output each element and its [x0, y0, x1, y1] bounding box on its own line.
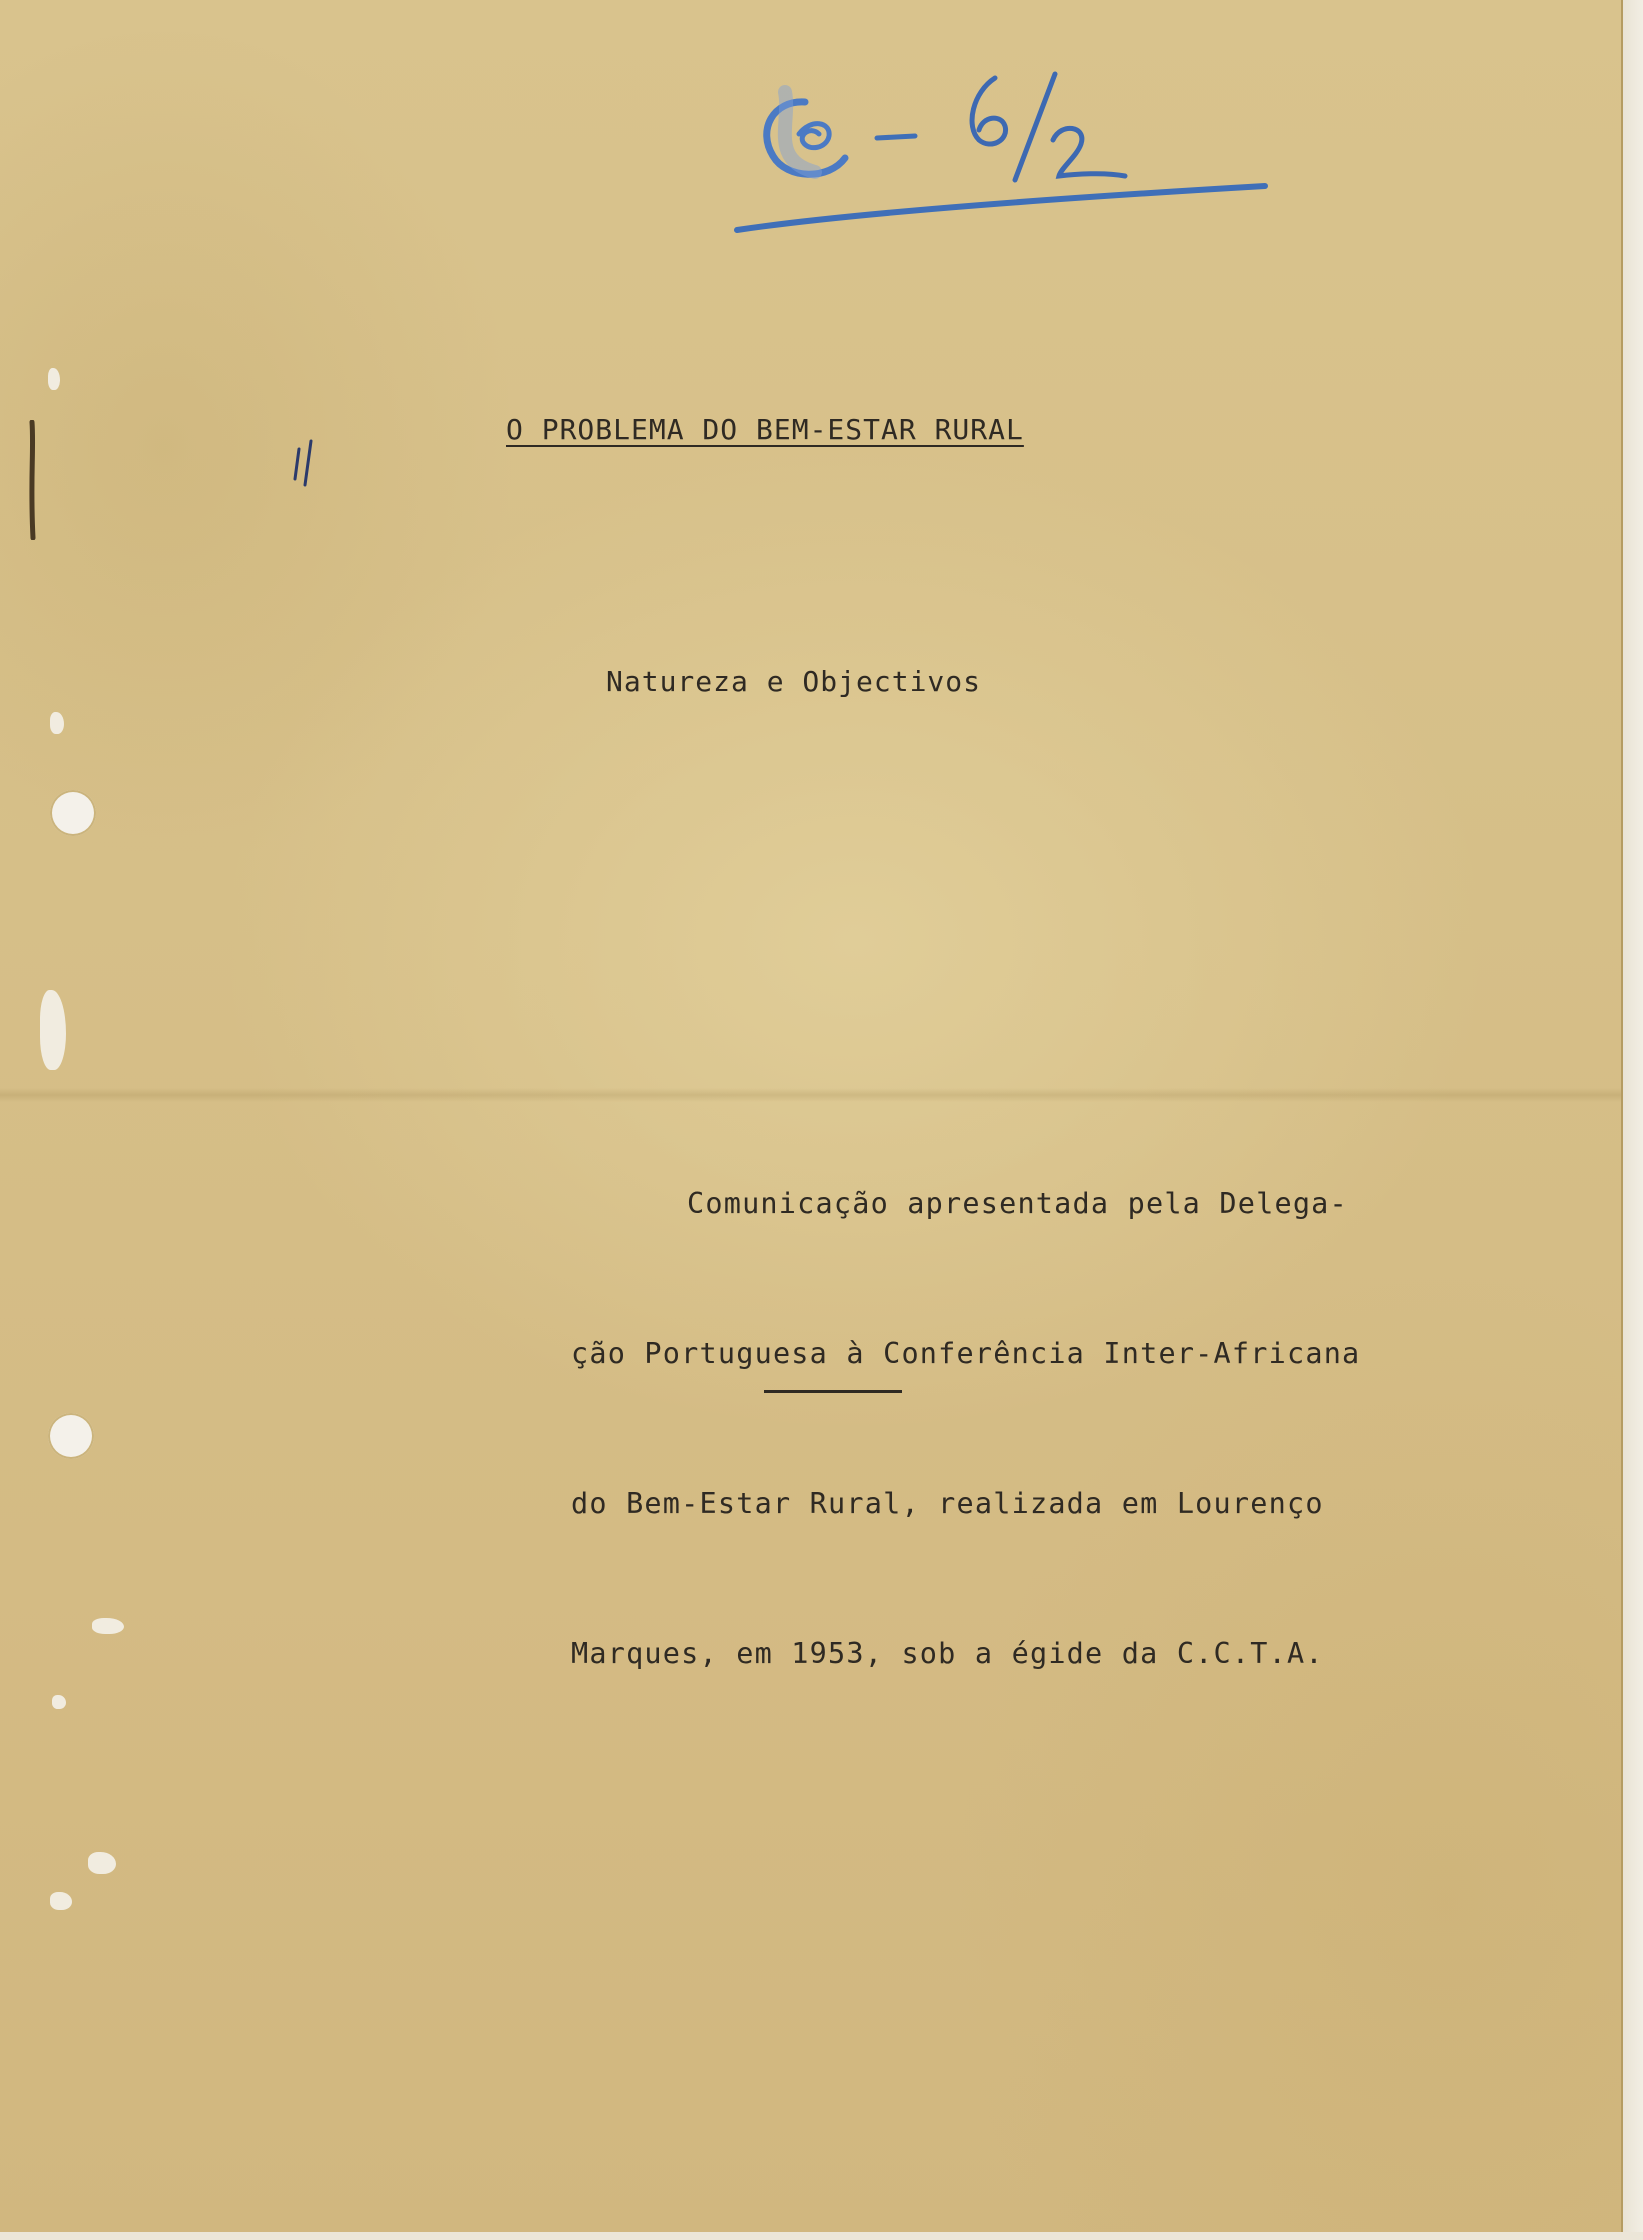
page-right-edge — [1621, 0, 1643, 2240]
body-line-4: Marques, em 1953, sob a égide da C.C.T.A. — [571, 1637, 1324, 1670]
binder-mark — [22, 420, 42, 540]
handwritten-annotation — [725, 30, 1285, 250]
torn-edge-mark — [48, 368, 60, 390]
document-title: O PROBLEMA DO BEM-ESTAR RURAL — [506, 413, 1024, 446]
body-line-2: ção Portuguesa à Conferência Inter-Africana — [571, 1337, 1361, 1370]
torn-edge-mark — [50, 712, 64, 734]
punch-hole-lower — [48, 1413, 94, 1459]
pen-tick-mark — [285, 435, 325, 495]
closing-rule — [764, 1390, 902, 1393]
body-line-3: do Bem-Estar Rural, realizada em Lourenço — [571, 1487, 1324, 1520]
torn-edge-mark — [40, 990, 66, 1070]
body-line-1: Comunicação apresentada pela Delega- — [687, 1187, 1348, 1220]
body-paragraph — [571, 1079, 1360, 1779]
document-subtitle: Natureza e Objectivos — [606, 665, 982, 698]
page-bottom-edge — [0, 2232, 1643, 2240]
torn-edge-mark — [88, 1852, 116, 1874]
torn-edge-mark — [50, 1892, 72, 1910]
punch-hole-upper — [50, 790, 96, 836]
torn-edge-mark — [92, 1618, 124, 1634]
torn-edge-mark — [52, 1695, 66, 1709]
